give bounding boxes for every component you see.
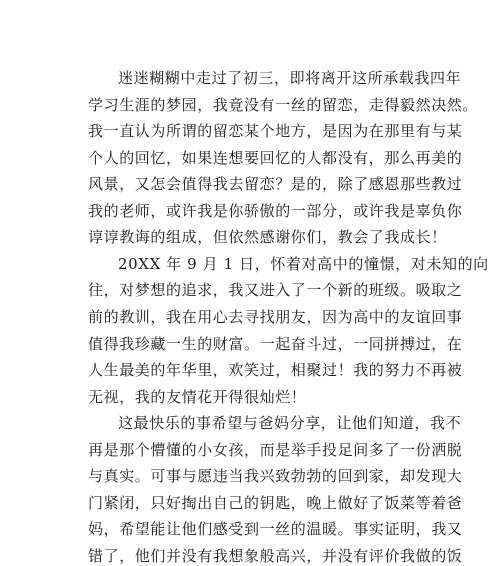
paragraph-1-line-2: 学习生涯的梦园，我竟没有一丝的留恋，走得毅然决然。 — [88, 96, 479, 114]
paragraph-2-line-4: 值得我珍藏一生的财富。一起奋斗过，一同拼搏过，在 — [88, 335, 463, 353]
paragraph-1-line-6: 我的老师，或许我是你骄傲的一部分，或许我是辜负你 — [88, 202, 463, 220]
paragraph-3-line-5: 妈，希望能让他们感受到一丝的温暖。事实证明，我又 — [88, 520, 463, 538]
paragraph-3-line-6: 错了，他们并没有我想象般高兴，并没有评价我做的饭 — [88, 547, 463, 565]
paragraph-1-line-1: 迷迷糊糊中走过了初三，即将离开这所承载我四年 — [118, 69, 462, 87]
paragraph-1-line-7: 谆谆教诲的组成，但依然感谢你们，教会了我成长！ — [88, 228, 447, 246]
paragraph-1-line-4: 个人的回忆，如果连想要回忆的人都没有，那么再美的 — [88, 149, 463, 167]
paragraph-3-line-3: 与真实。可事与愿违当我兴致勃勃的回到家，却发现大 — [88, 467, 463, 485]
paragraph-2-line-5: 人生最美的年华里，欢笑过，相聚过！我的努力不再被 — [88, 361, 463, 379]
paragraph-3-line-1: 这最快乐的事希望与爸妈分享，让他们知道，我不 — [118, 414, 462, 432]
paragraph-1-line-5: 风景，又怎会值得我去留恋？是的，除了感恩那些教过 — [88, 175, 463, 193]
paragraph-2-line-6: 无视，我的友情花开得很灿烂！ — [88, 388, 307, 406]
paragraph-2-line-1: 20XX 年 9 月 1 日，怀着对高中的憧憬，对未知的向 — [118, 255, 489, 273]
paragraph-3-line-2: 再是那个懵懂的小女孩，而是举手投足间多了一份洒脱 — [88, 441, 463, 459]
paragraph-2-line-2: 往，对梦想的追求，我又进入了一个新的班级。吸取之 — [88, 281, 463, 299]
paragraph-3-line-4: 门紧闭，只好掏出自己的钥匙，晚上做好了饭菜等着爸 — [88, 494, 463, 512]
paragraph-1-line-3: 我一直认为所谓的留恋某个地方，是因为在那里有与某 — [88, 122, 463, 140]
paragraph-2-line-3: 前的教训，我在用心去寻找朋友，因为高中的友谊回事 — [88, 308, 463, 326]
